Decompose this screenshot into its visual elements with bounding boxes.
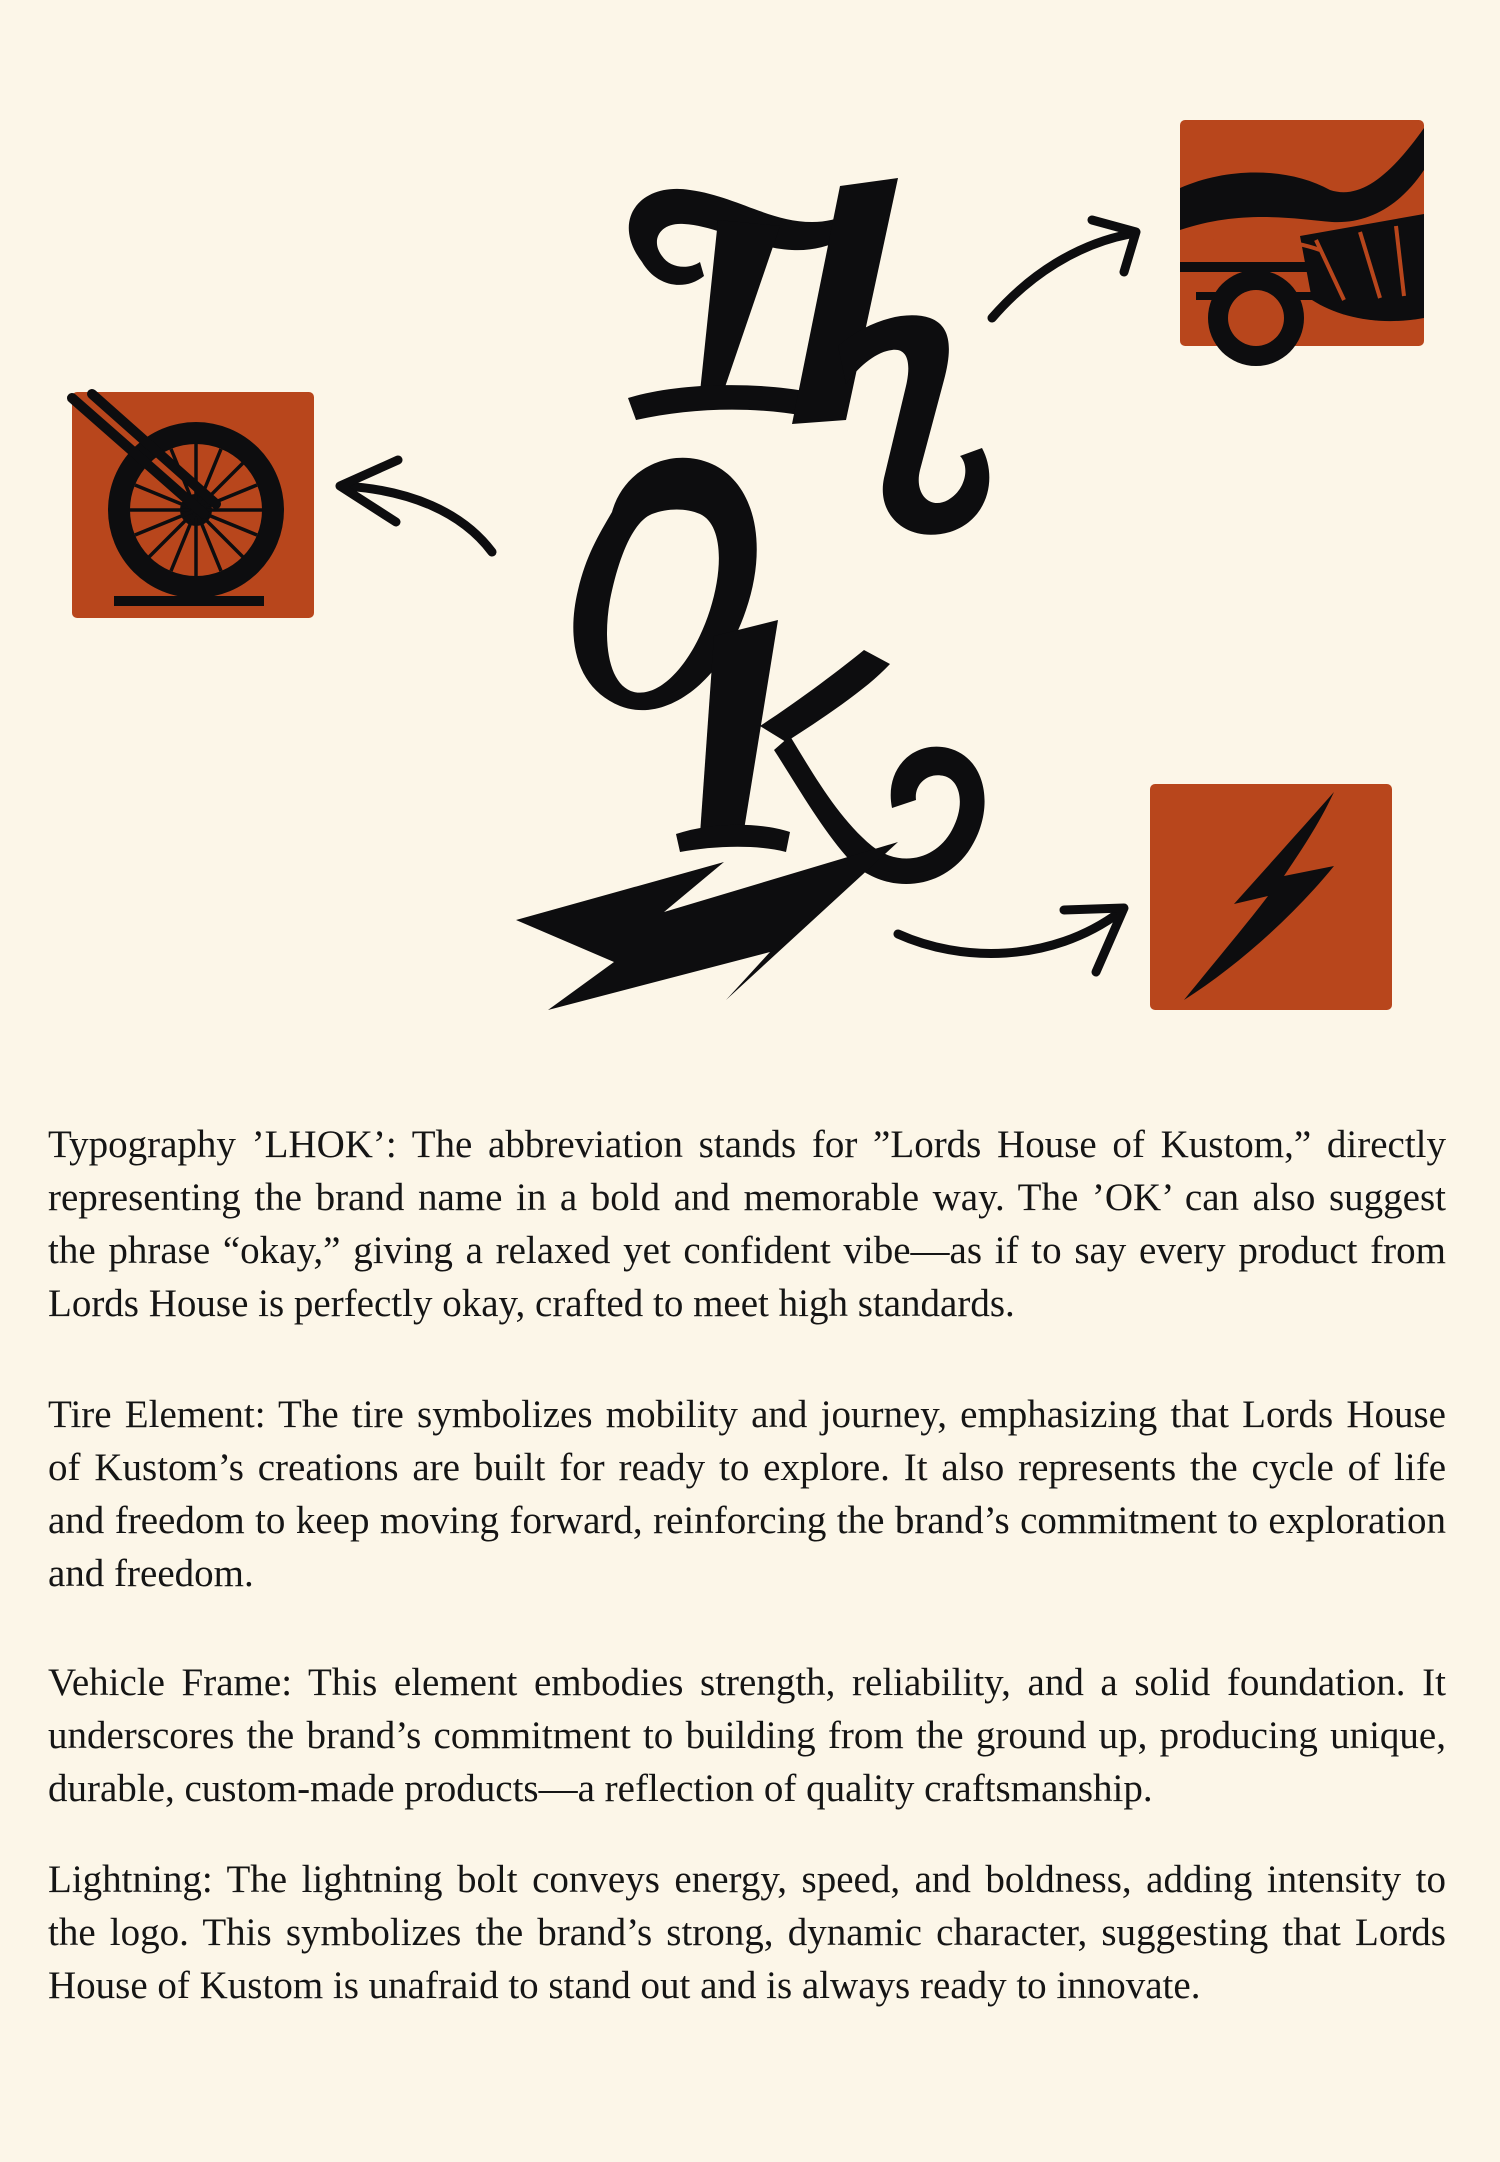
logo-diagram	[0, 0, 1500, 1040]
tire-element-paragraph: Tire Element: The tire symbolizes mobility and journey, emphasizing that Lords House of Kustom’s creations are built for ready to explore. It also represents the cycle of life and freedom to keep moving forward, reinforcing the brand’s commitment to exploration and freedom.	[48, 1393, 1446, 1595]
arrow-to-tire	[340, 460, 492, 552]
vehicle-frame-paragraph: Vehicle Frame: This element embodies strength, reliability, and a solid foundation. It underscores the brand’s commitment to building from the ground up, producing unique, durable, custom-made products—a reflection of quality craftsmanship.	[48, 1661, 1446, 1810]
arrow-to-lightning	[898, 908, 1124, 972]
lhok-monogram	[516, 178, 989, 1010]
lightning-bolt-icon	[1150, 784, 1392, 1010]
typography-paragraph: Typography ’LHOK’: The abbreviation stands for ”Lords House of Kustom,” directly representing the brand name in a bold and memorable way. The ’OK’ can also suggest the phrase “okay,” giving a relaxed yet confident vibe—as if to say every product from Lords House is perfectly okay, crafted to meet high standards.	[48, 1123, 1446, 1325]
arrow-to-frame	[992, 220, 1136, 318]
tire-icon	[72, 392, 314, 618]
motorcycle-frame-icon	[1180, 120, 1424, 366]
lightning-paragraph: Lightning: The lightning bolt conveys energy, speed, and boldness, adding intensity to the logo. This symbolizes the brand’s strong, dynamic character, suggesting that Lords House of Kustom is unafraid to stand out and is always ready to innovate.	[48, 1858, 1446, 2007]
